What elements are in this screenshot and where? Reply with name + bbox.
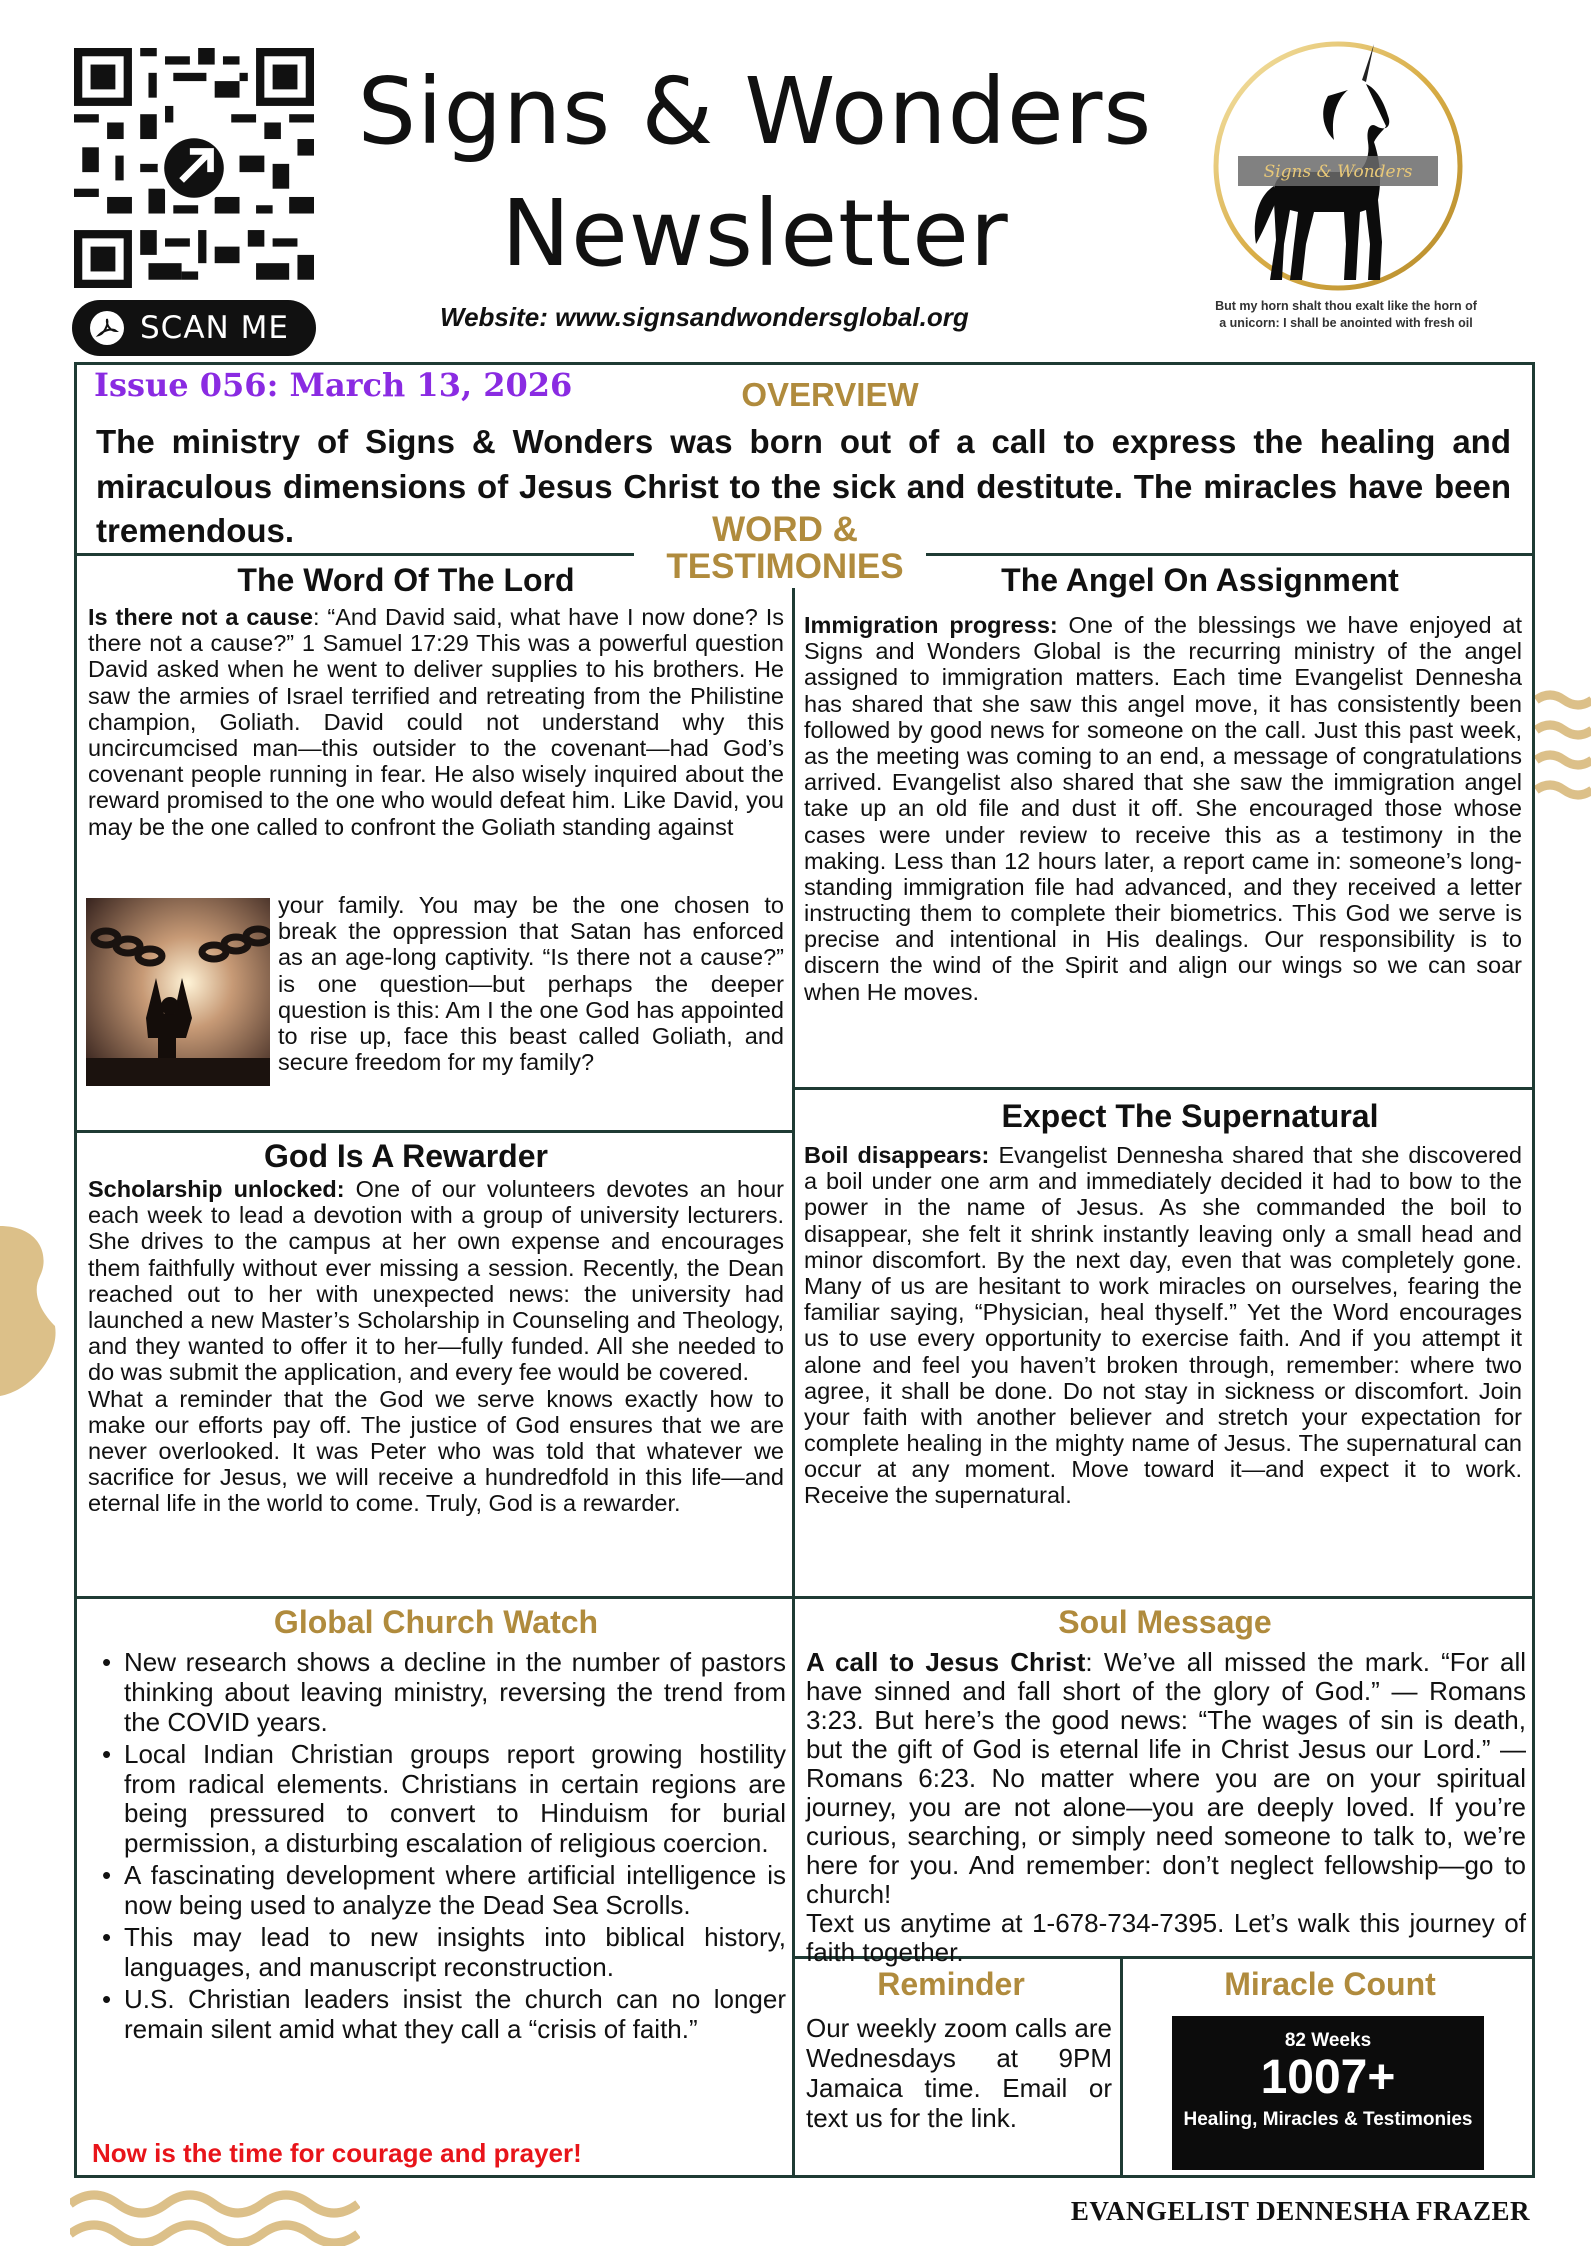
overview-text: The ministry of Signs & Wonders was born out of a call to express the healing and miraculous dimensions of Jesus Christ to the sick and destitute. The miracles have been tremendous. xyxy=(96,423,1511,550)
supernatural-heading: Expect The Supernatural xyxy=(1001,1098,1379,1134)
soul-message-body: : We’ve all missed the mark. “For all have sinned and fall short of the glory of God.” — Romans 3:23. But here’s the good news: “The wages of sin is death, but the gift of God is eternal life in Christ Jesus our Lord.” — Romans 6:23. No matter where you are on your spiritual journey, you are not alone—you are deeply loved. If you’re curious, searching, or simply need someone to talk to, we’re here for you. And remember: don’t neglect fellowship—go to church! xyxy=(806,1647,1526,1909)
rewarder-body-2: What a reminder that the God we serve knows exactly how to make our efforts pay off. The justice of God ensures that we are never overlooked. It was Peter who was told that whatever we sacrifice for Jesus, we will receive a hundredfold in this life—and eternal life in the world to come. Truly, God is a rewarder. xyxy=(88,1385,784,1517)
logo-text: Signs & Wonders xyxy=(1263,162,1413,182)
soul-message-text xyxy=(806,1648,1526,1967)
reminder-text: Our weekly zoom calls are Wednesdays at 9PM Jamaica time. Email or text us for the link. xyxy=(806,2013,1112,2133)
rewarder-heading: God Is A Rewarder xyxy=(264,1138,548,1174)
center-divider xyxy=(792,553,795,2175)
website-link[interactable]: Website: www.signsandwondersglobal.org xyxy=(440,302,969,332)
angel-body: One of the blessings we have enjoyed at Signs and Wonders Global is the recurring ministry of the angel assigned to immigration matters. Each time Evangelist Dennesha has shared that she saw this angel move, it has consistently been followed by good news for someone on the call. Just this past week, as the meeting was coming to an end, a message of congratulations arrived. Evangelist also shared that she saw the immigration angel take up an old file and dust it off. She encouraged those whose cases were under review to receive this as a testimony in the making. Less than 12 hours later, a report came in: someone’s long-standing immigration file had advanced, and they received a letter instructing them to complete their biometrics. This God we serve is precise and intentional in His dealings. Our responsibility is to discern the wind of the Spirit and align our wings so we can soar when He moves. xyxy=(804,612,1522,1005)
logo-motto: But my horn shalt thou exalt like the horn of a unicorn: I shall be anointed with fresh oil xyxy=(1215,299,1477,330)
rewarder-lead: Scholarship unlocked: xyxy=(88,1176,345,1202)
list-item: • This may lead to new insights into biblical history, languages, and manuscript reconstruction. xyxy=(96,1923,786,1983)
angel-lead: Immigration progress: xyxy=(804,612,1058,638)
rewarder-text xyxy=(88,1176,784,1516)
miracle-count-heading: Miracle Count xyxy=(1224,1966,1436,2002)
miracle-count-box xyxy=(1172,2016,1484,2170)
word-of-lord-body: : “And David said, what have I now done? Is there not a cause?” 1 Samuel 17:29 This was a powerful question David asked when he went to deliver supplies to his brothers. He saw the armies of Israel terrified and retreating from the Philistine champion, Goliath. David could not understand why this uncircumcised man—this outsider to the covenant—had God’s covenant people running in fear. He also wisely inquired about the reward promised to the one who would defeat him. Like David, you may be the one called to confront the Goliath standing against xyxy=(88,604,785,840)
list-item: • Local Indian Christian groups report growing hostility from radical elements. Christians in certain regions are being pressured to convert to Hinduism for burial permission, a disturbing escalation of religious coercion. xyxy=(96,1740,786,1860)
broken-chains-image xyxy=(86,898,270,1086)
newsletter-title-line2: Newsletter xyxy=(501,180,1009,287)
soul-message-contact: Text us anytime at 1-678-734-7395. Let’s walk this journey of faith together. xyxy=(806,1907,1526,1967)
supernatural-body: Evangelist Dennesha shared that she discovered a boil under one arm and immediately decided it had to bow to the power in the name of Jesus. As she commanded the boil to disappear, she felt it shrink instantly leaving only a small head and minor discomfort. By the next day, even that was completely gone. Many of us are hesitant to work miracles on ourselves, fearing the familiar saying, “Physician, heal thyself.” Yet the Word encourages us to use every opportunity to exercise faith. And if you attempt it alone and feel you haven’t broken through, remember: where two agree, it shall be done. Do not stay in sickness or discomfort. Join your faith with another believer and stretch your expectation for complete healing in the mighty name of Jesus. The supernatural can occur at any moment. Move toward it—and expect it to work. Receive the supernatural. xyxy=(804,1142,1522,1509)
row-divider-2 xyxy=(74,1596,1535,1599)
frame-right xyxy=(1532,362,1535,2178)
right-divider-1 xyxy=(792,1087,1535,1090)
angel-text xyxy=(804,612,1522,1005)
signature: EVANGELIST DENNESHA FRAZER xyxy=(1070,2196,1530,2226)
issue-date: Issue 056: March 13, 2026 xyxy=(94,366,573,404)
overview-heading: OVERVIEW xyxy=(741,376,919,413)
soul-message-heading: Soul Message xyxy=(1058,1604,1272,1640)
word-of-lord-lead: Is there not a cause xyxy=(88,604,313,630)
church-watch-list xyxy=(96,1648,786,2047)
word-of-lord-text xyxy=(88,604,784,840)
unicorn-logo xyxy=(1198,30,1474,306)
section-banner-line1: WORD & xyxy=(712,510,858,549)
frame-bottom xyxy=(74,2175,1535,2178)
left-divider-1 xyxy=(74,1130,794,1133)
wave-decoration-right xyxy=(1532,686,1591,826)
rewarder-body: One of our volunteers devotes an hour each week to lead a devotion with a group of university lecturers. She drives to the campus at her own expense and encourages them faithfully without ever missing a session. Recently, the Dean reached out to her with unexpected news: the university had launched a new Master’s Scholarship in Counseling and Theology, and they wanted to offer it to her—fully funded. All she needed to do was submit the application, and every fee would be covered. xyxy=(88,1176,784,1386)
word-of-lord-wrap-text: your family. You may be the one chosen to break the oppression that Satan has enforced as an age-long captivity. “Is there not a cause?” is one question—but perhaps the deeper question is this: Am I the one God has appointed to rise up, face this beast called Goliath, and secure freedom for my family? xyxy=(278,892,784,1076)
newsletter-title-line1: Signs & Wonders xyxy=(357,58,1153,165)
list-item: • A fascinating development where artificial intelligence is now being used to analyze the Dead Sea Scrolls. xyxy=(96,1861,786,1921)
scan-me-button[interactable] xyxy=(72,300,316,356)
courage-callout: Now is the time for courage and prayer! xyxy=(92,2138,582,2168)
miracle-count-label: Healing, Miracles & Testimonies xyxy=(1183,2109,1473,2130)
scan-me-label: SCAN ME xyxy=(140,310,289,346)
list-item: • U.S. Christian leaders insist the church can no longer remain silent amid what they call a “crisis of faith.” xyxy=(96,1985,786,2045)
list-item: • New research shows a decline in the number of pastors thinking about leaving ministry, reversing the trend from the COVID years. xyxy=(96,1648,786,1738)
frame-left xyxy=(74,362,77,2178)
frame-top xyxy=(74,362,1535,365)
miracle-weeks: 82 Weeks xyxy=(1284,2030,1372,2051)
supernatural-lead: Boil disappears: xyxy=(804,1142,990,1168)
qr-code[interactable] xyxy=(74,48,314,288)
soul-message-lead: A call to Jesus Christ xyxy=(806,1647,1086,1677)
angel-heading: The Angel On Assignment xyxy=(1001,562,1399,598)
wave-decoration-left xyxy=(0,1216,60,1406)
pdf-icon xyxy=(90,311,124,345)
section-banner-line2: TESTIMONIES xyxy=(666,546,904,586)
word-of-lord-heading: The Word Of The Lord xyxy=(237,562,575,598)
supernatural-text xyxy=(804,1142,1522,1509)
miracle-count-number: 1007+ xyxy=(1260,2051,1396,2104)
church-watch-heading: Global Church Watch xyxy=(273,1604,599,1640)
wave-decoration-bottom xyxy=(70,2184,360,2246)
reminder-heading: Reminder xyxy=(877,1966,1025,2002)
reminder-divider xyxy=(1120,1956,1123,2175)
